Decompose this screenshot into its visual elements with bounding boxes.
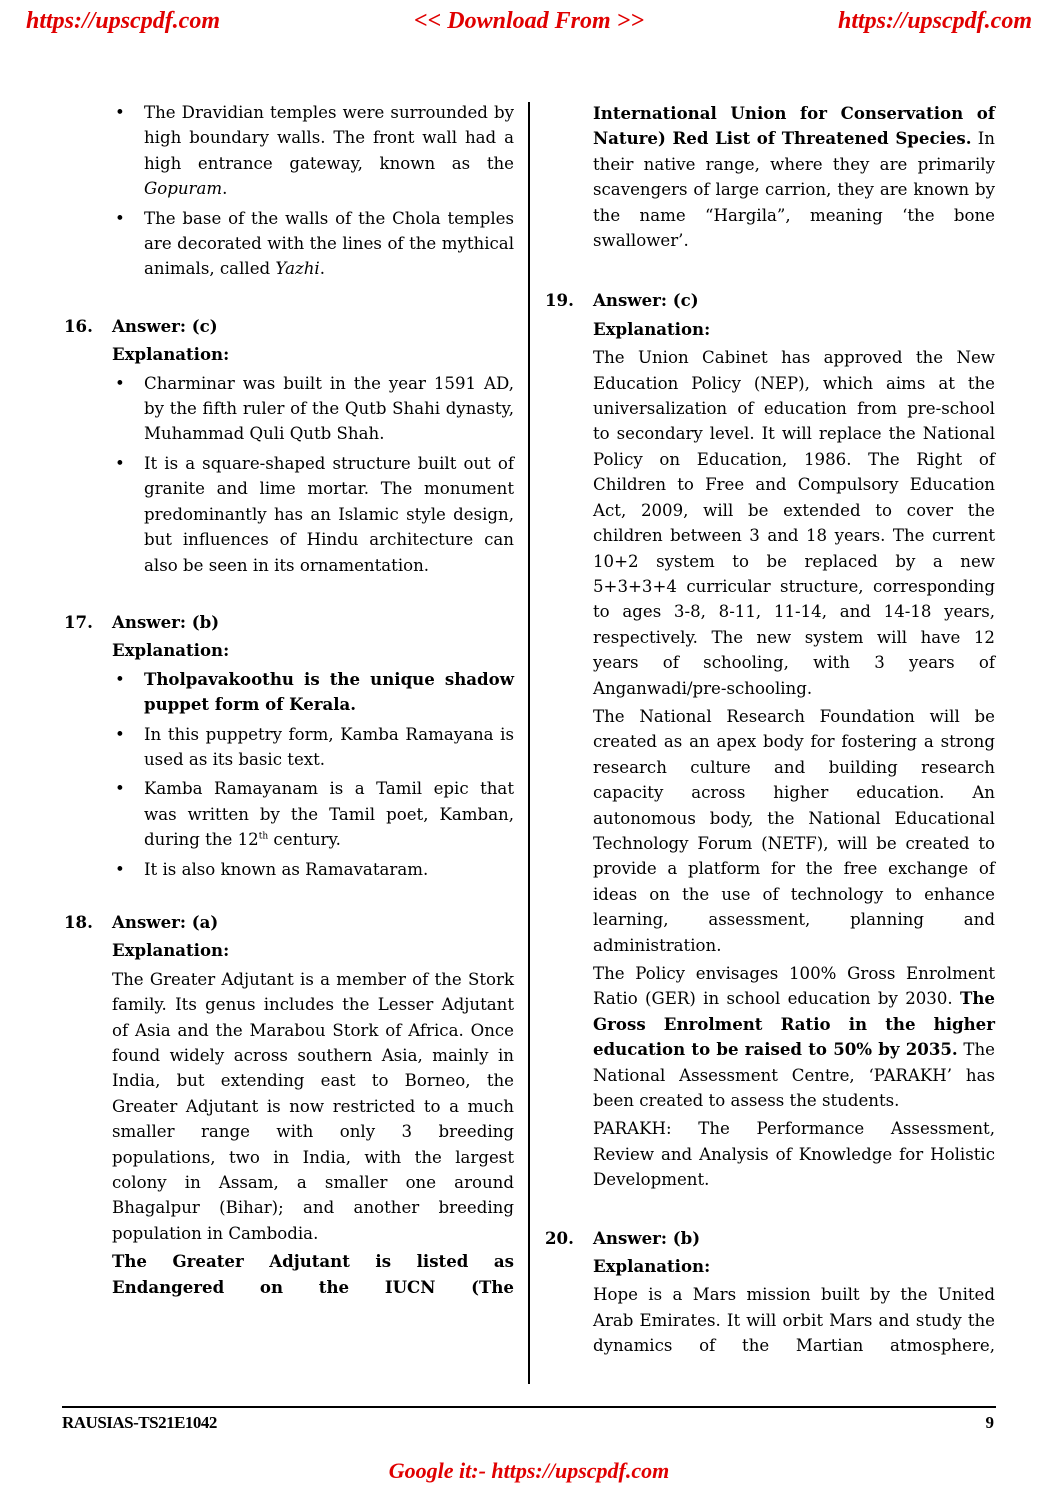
footer-document-code: RAUSIAS-TS21E1042 bbox=[62, 1413, 217, 1432]
bullet-icon: • bbox=[115, 103, 125, 122]
bullet-icon: • bbox=[115, 779, 125, 799]
bullet-text: The Dravidian temples were surrounded by high boundary walls. The front wall had a high entrance gateway, known as the bbox=[144, 103, 514, 173]
bullet-icon: • bbox=[115, 208, 125, 228]
list-item bbox=[112, 776, 514, 852]
bullet-text-end: . bbox=[222, 179, 228, 199]
list-item bbox=[112, 667, 514, 718]
explanation-label: Explanation: bbox=[112, 344, 230, 365]
paragraph: Hope is a Mars mission built by the United Arab Emirates. It will orbit Mars and study the dynamics of the Martian atmosphere, bbox=[593, 1285, 995, 1356]
question-16 bbox=[64, 314, 514, 578]
question-19 bbox=[545, 288, 995, 1192]
paragraph: The National Research Foundation will be created as an apex body for fostering a strong research culture and building research capacity across higher education. An autonomous body, the National Educational Technology Forum (NETF), will be created to provide a platform for the free exchange of ideas on the use of technology to enhance learning, assessment, planning and administration. bbox=[593, 706, 995, 955]
bullet-icon: • bbox=[115, 724, 125, 744]
question-number: 20. bbox=[545, 1227, 574, 1248]
answer-label: Answer: (c) bbox=[112, 315, 218, 336]
footer-rule bbox=[62, 1406, 996, 1408]
list-item bbox=[112, 857, 514, 882]
bullet-text: In this puppetry form, Kamba Ramayana is used as its basic text. bbox=[144, 724, 514, 769]
explanation-label: Explanation: bbox=[593, 318, 711, 339]
bullet-text: It is also known as Ramavataram. bbox=[144, 859, 429, 879]
paragraph: PARAKH: The Performance Assessment, Review and Analysis of Knowledge for Holistic Development. bbox=[593, 1119, 995, 1190]
list-item bbox=[112, 451, 514, 578]
question-number: 18. bbox=[64, 911, 93, 932]
answer-label: Answer: (b) bbox=[593, 1227, 701, 1248]
explanation-label: Explanation: bbox=[112, 940, 230, 961]
right-column bbox=[545, 101, 995, 1362]
bullet-emphasis: Gopuram bbox=[144, 179, 223, 199]
column-divider bbox=[528, 102, 530, 1384]
paragraph: The Greater Adjutant is a member of the Stork family. Its genus includes the Lesser Adjutant of Asia and the Marabou Stork of Africa. Once found widely across southern Asia, mainly in India, but extending east to Borneo, the Greater Adjutant is now restricted to a much smaller range with only 3 breeding populations, two in India, with the largest colony in Assam, a smaller one around Bhagalpur (Bihar); and another breeding population in Cambodia. bbox=[112, 969, 514, 1243]
answer-label: Answer: (c) bbox=[593, 290, 699, 311]
bullet-emphasis: Yazhi bbox=[275, 259, 320, 279]
left-column bbox=[64, 100, 514, 1303]
question-20 bbox=[545, 1226, 995, 1359]
bullet-text-end: century. bbox=[268, 830, 341, 850]
intro-bullets bbox=[64, 100, 514, 282]
page-number: 9 bbox=[985, 1413, 994, 1432]
bullet-icon: • bbox=[115, 373, 125, 393]
bullet-text: Kamba Ramayanam is a Tamil epic that was written by the Tamil poet, Kamban, during the 12 bbox=[144, 779, 514, 850]
bullet-icon: • bbox=[115, 669, 125, 689]
list-item bbox=[112, 206, 514, 282]
watermark-top-right-link[interactable]: https://upscpdf.com bbox=[837, 8, 1032, 34]
question-18-continued bbox=[545, 101, 995, 253]
answer-label: Answer: (a) bbox=[112, 911, 219, 932]
bullet-text-bold: Tholpavakoothu is the unique shadow puppet form of Kerala. bbox=[144, 668, 514, 715]
paragraph-text: The Policy envisages 100% Gross Enrolment Ratio (GER) in school education by 2030. bbox=[593, 964, 995, 1009]
question-17 bbox=[64, 610, 514, 882]
watermark-top-center: << Download From >> bbox=[413, 8, 645, 34]
bullet-icon: • bbox=[115, 859, 125, 879]
question-18 bbox=[64, 910, 514, 1300]
bullet-text: It is a square-shaped structure built out of granite and lime mortar. The monument predominantly has an Islamic style design, but influences of Hindu architecture can also be seen in its ornamentation. bbox=[144, 453, 514, 575]
paragraph bbox=[593, 101, 995, 253]
bullet-text-end: . bbox=[319, 259, 325, 279]
explanation-label: Explanation: bbox=[593, 1256, 711, 1277]
superscript: th bbox=[258, 831, 269, 842]
watermark-top-left-link[interactable]: https://upscpdf.com bbox=[26, 8, 221, 34]
list-item bbox=[112, 100, 514, 202]
paragraph-text-end: The National Assessment Centre, ‘PARAKH’ has been created to assess the students. bbox=[593, 1040, 995, 1111]
watermark-bottom-link[interactable]: Google it:- https://upscpdf.com bbox=[388, 1458, 670, 1483]
bullet-text: The base of the walls of the Chola temples are decorated with the lines of the mythical animals, called bbox=[144, 208, 514, 279]
paragraph bbox=[593, 961, 995, 1113]
list-item bbox=[112, 722, 514, 773]
explanation-label: Explanation: bbox=[112, 640, 230, 661]
question-number: 16. bbox=[64, 315, 93, 336]
paragraph-bold: The Greater Adjutant is listed as Endangered on the IUCN (The bbox=[112, 1251, 514, 1297]
bullet-text: Charminar was built in the year 1591 AD, by the fifth ruler of the Qutb Shahi dynasty, Muhammad Quli Qutb Shah. bbox=[144, 373, 514, 444]
paragraph-text: In their native range, where they are primarily scavengers of large carrion, they are known by the name “Hargila”, meaning ‘the bone swallower’. bbox=[593, 129, 995, 251]
answer-label: Answer: (b) bbox=[112, 611, 220, 632]
question-number: 19. bbox=[545, 290, 574, 311]
question-number: 17. bbox=[64, 611, 93, 632]
list-item bbox=[112, 371, 514, 447]
paragraph-bold-part: International Union for Conservation of Nature) Red List of Threatened Species. bbox=[593, 103, 995, 149]
paragraph: The Union Cabinet has approved the New Education Policy (NEP), which aims at the universalization of education from pre-school to secondary level. It will replace the National Policy on Education, 1986. The Right of Children to Free and Compulsory Education Act, 2009, will be extended to cover the children between 3 and 18 years. The current 10+2 system to be replaced by a new 5+3+3+4 curricular structure, corresponding to ages 3-8, 8-11, 11-14, and 14-18 years, respectively. The new system will have 12 years of schooling, with 3 years of Anganwadi/pre-schooling. bbox=[593, 348, 995, 698]
bullet-icon: • bbox=[115, 453, 125, 473]
paragraph-bold-part: The Gross Enrolment Ratio in the higher education to be raised to 50% by 2035. bbox=[593, 988, 995, 1060]
